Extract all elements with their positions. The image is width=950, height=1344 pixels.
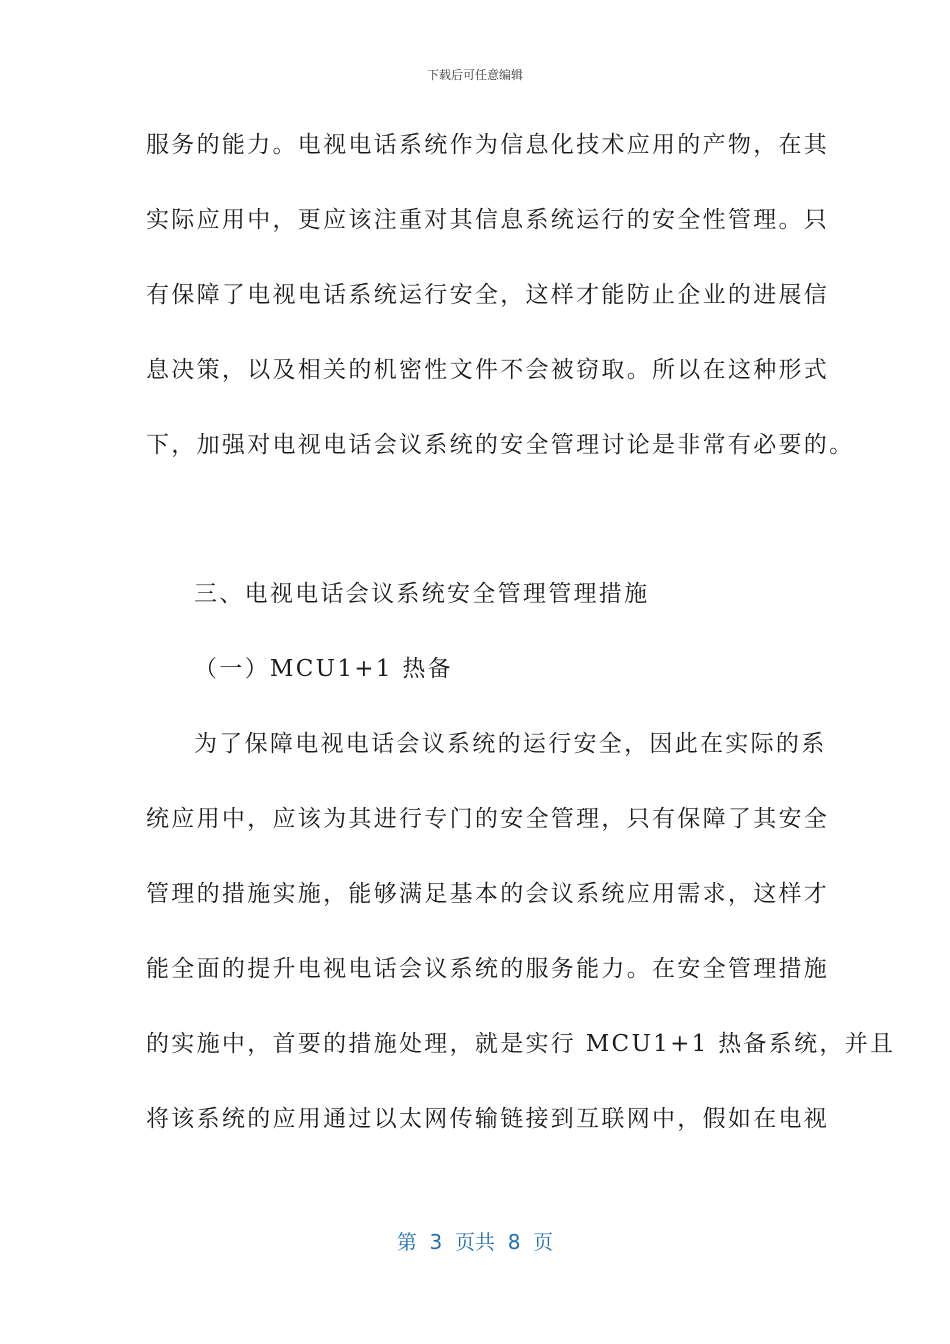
- paragraph-line: 下，加强对电视电话会议系统的安全管理讨论是非常有必要的。: [146, 432, 855, 458]
- page-number-footer: 第 3 页共 8 页: [396, 1230, 554, 1254]
- paragraph-line: 将该系统的应用通过以太网传输链接到互联网中，假如在电视: [146, 1106, 830, 1132]
- paragraph-line: 息决策，以及相关的机密性文件不会被窃取。所以在这种形式: [146, 357, 830, 383]
- paragraph-line: 服务的能力。电视电话系统作为信息化技术应用的产物，在其: [146, 132, 830, 158]
- paragraph-line: 的实施中，首要的措施处理，就是实行 MCU1+1 热备系统，并且: [146, 1031, 896, 1057]
- paragraph-line: 能全面的提升电视电话会议系统的服务能力。在安全管理措施: [146, 956, 830, 982]
- header-note: 下载后可任意编辑: [426, 68, 523, 82]
- section-heading: 三、电视电话会议系统安全管理管理措施: [194, 581, 650, 607]
- paragraph-line: 统应用中，应该为其进行专门的安全管理，只有保障了其安全: [146, 806, 830, 832]
- sub-heading: （一）MCU1+1 热备: [194, 656, 453, 682]
- paragraph-line: 管理的措施实施，能够满足基本的会议系统应用需求，这样才: [146, 881, 830, 907]
- paragraph-line: 有保障了电视电话系统运行安全，这样才能防止企业的进展信: [146, 282, 830, 308]
- paragraph-line: 实际应用中，更应该注重对其信息系统运行的安全性管理。只: [146, 207, 830, 233]
- paragraph-line: 为了保障电视电话会议系统的运行安全，因此在实际的系: [194, 731, 827, 757]
